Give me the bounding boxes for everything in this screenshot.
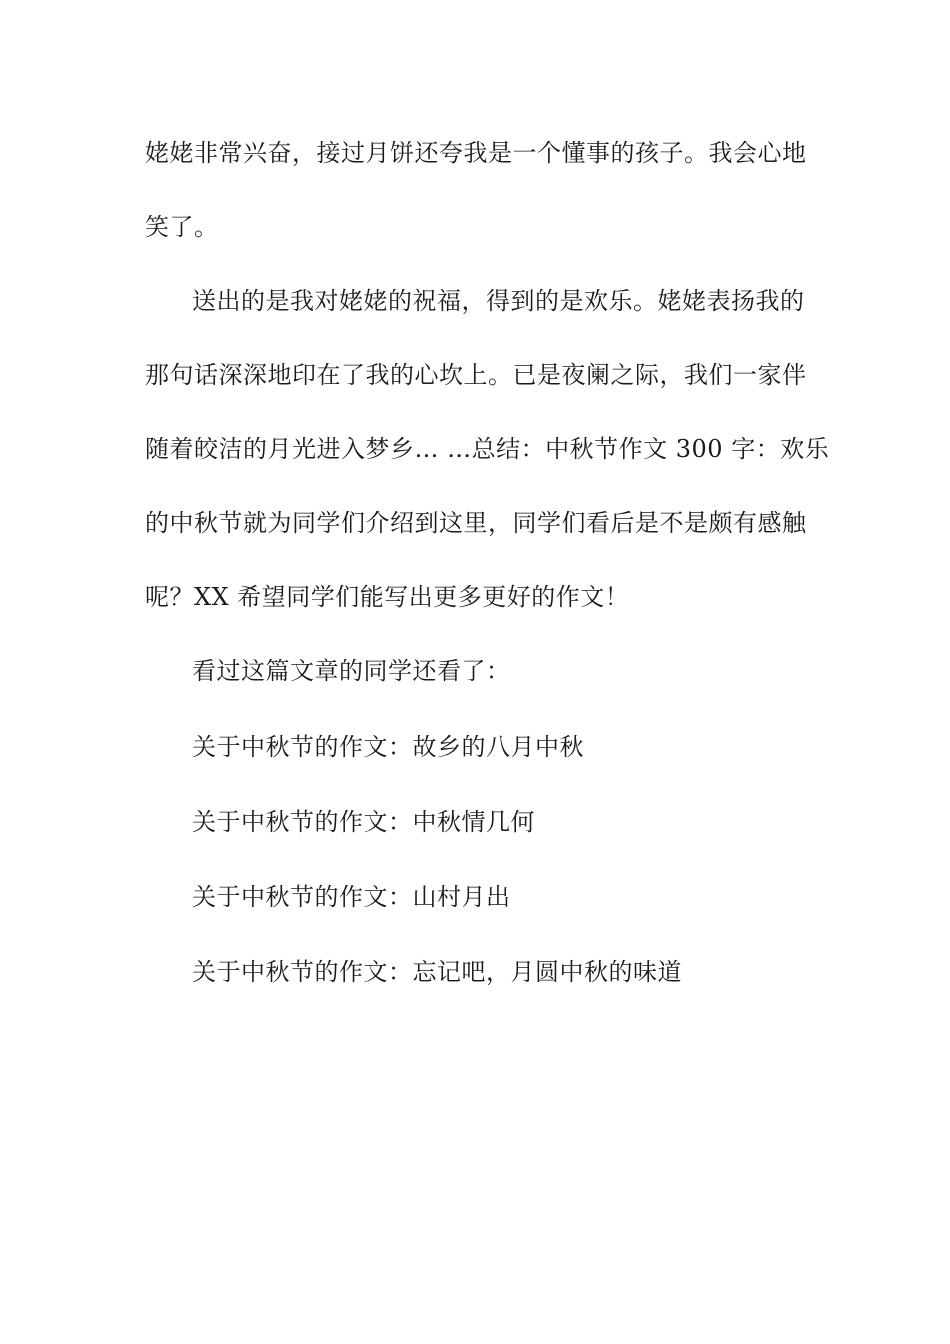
related-link-3[interactable]: 关于中秋节的作文：山村月出 <box>192 883 511 911</box>
paragraph-2-line-1: 送出的是我对姥姥的祝福，得到的是欢乐。姥姥表扬我的 <box>192 287 805 315</box>
related-link-2[interactable]: 关于中秋节的作文：中秋情几何 <box>192 808 535 836</box>
paragraph-2-line-3: 随着皎洁的月光进入梦乡… …总结：中秋节作文 300 字：欢乐 <box>145 435 830 463</box>
paragraph-1-line-2: 笑了。 <box>145 213 219 241</box>
related-link-4[interactable]: 关于中秋节的作文：忘记吧，月圆中秋的味道 <box>192 958 682 986</box>
related-link-1[interactable]: 关于中秋节的作文：故乡的八月中秋 <box>192 733 584 761</box>
paragraph-2-line-5: 呢？XX 希望同学们能写出更多更好的作文！ <box>145 583 630 611</box>
paragraph-1-line-1: 姥姥非常兴奋，接过月饼还夸我是一个懂事的孩子。我会心地 <box>145 139 807 167</box>
paragraph-2-line-4: 的中秋节就为同学们介绍到这里，同学们看后是不是颇有感触 <box>145 509 807 537</box>
paragraph-2-line-2: 那句话深深地印在了我的心坎上。已是夜阑之际，我们一家伴 <box>145 361 807 389</box>
related-heading: 看过这篇文章的同学还看了： <box>192 657 511 685</box>
